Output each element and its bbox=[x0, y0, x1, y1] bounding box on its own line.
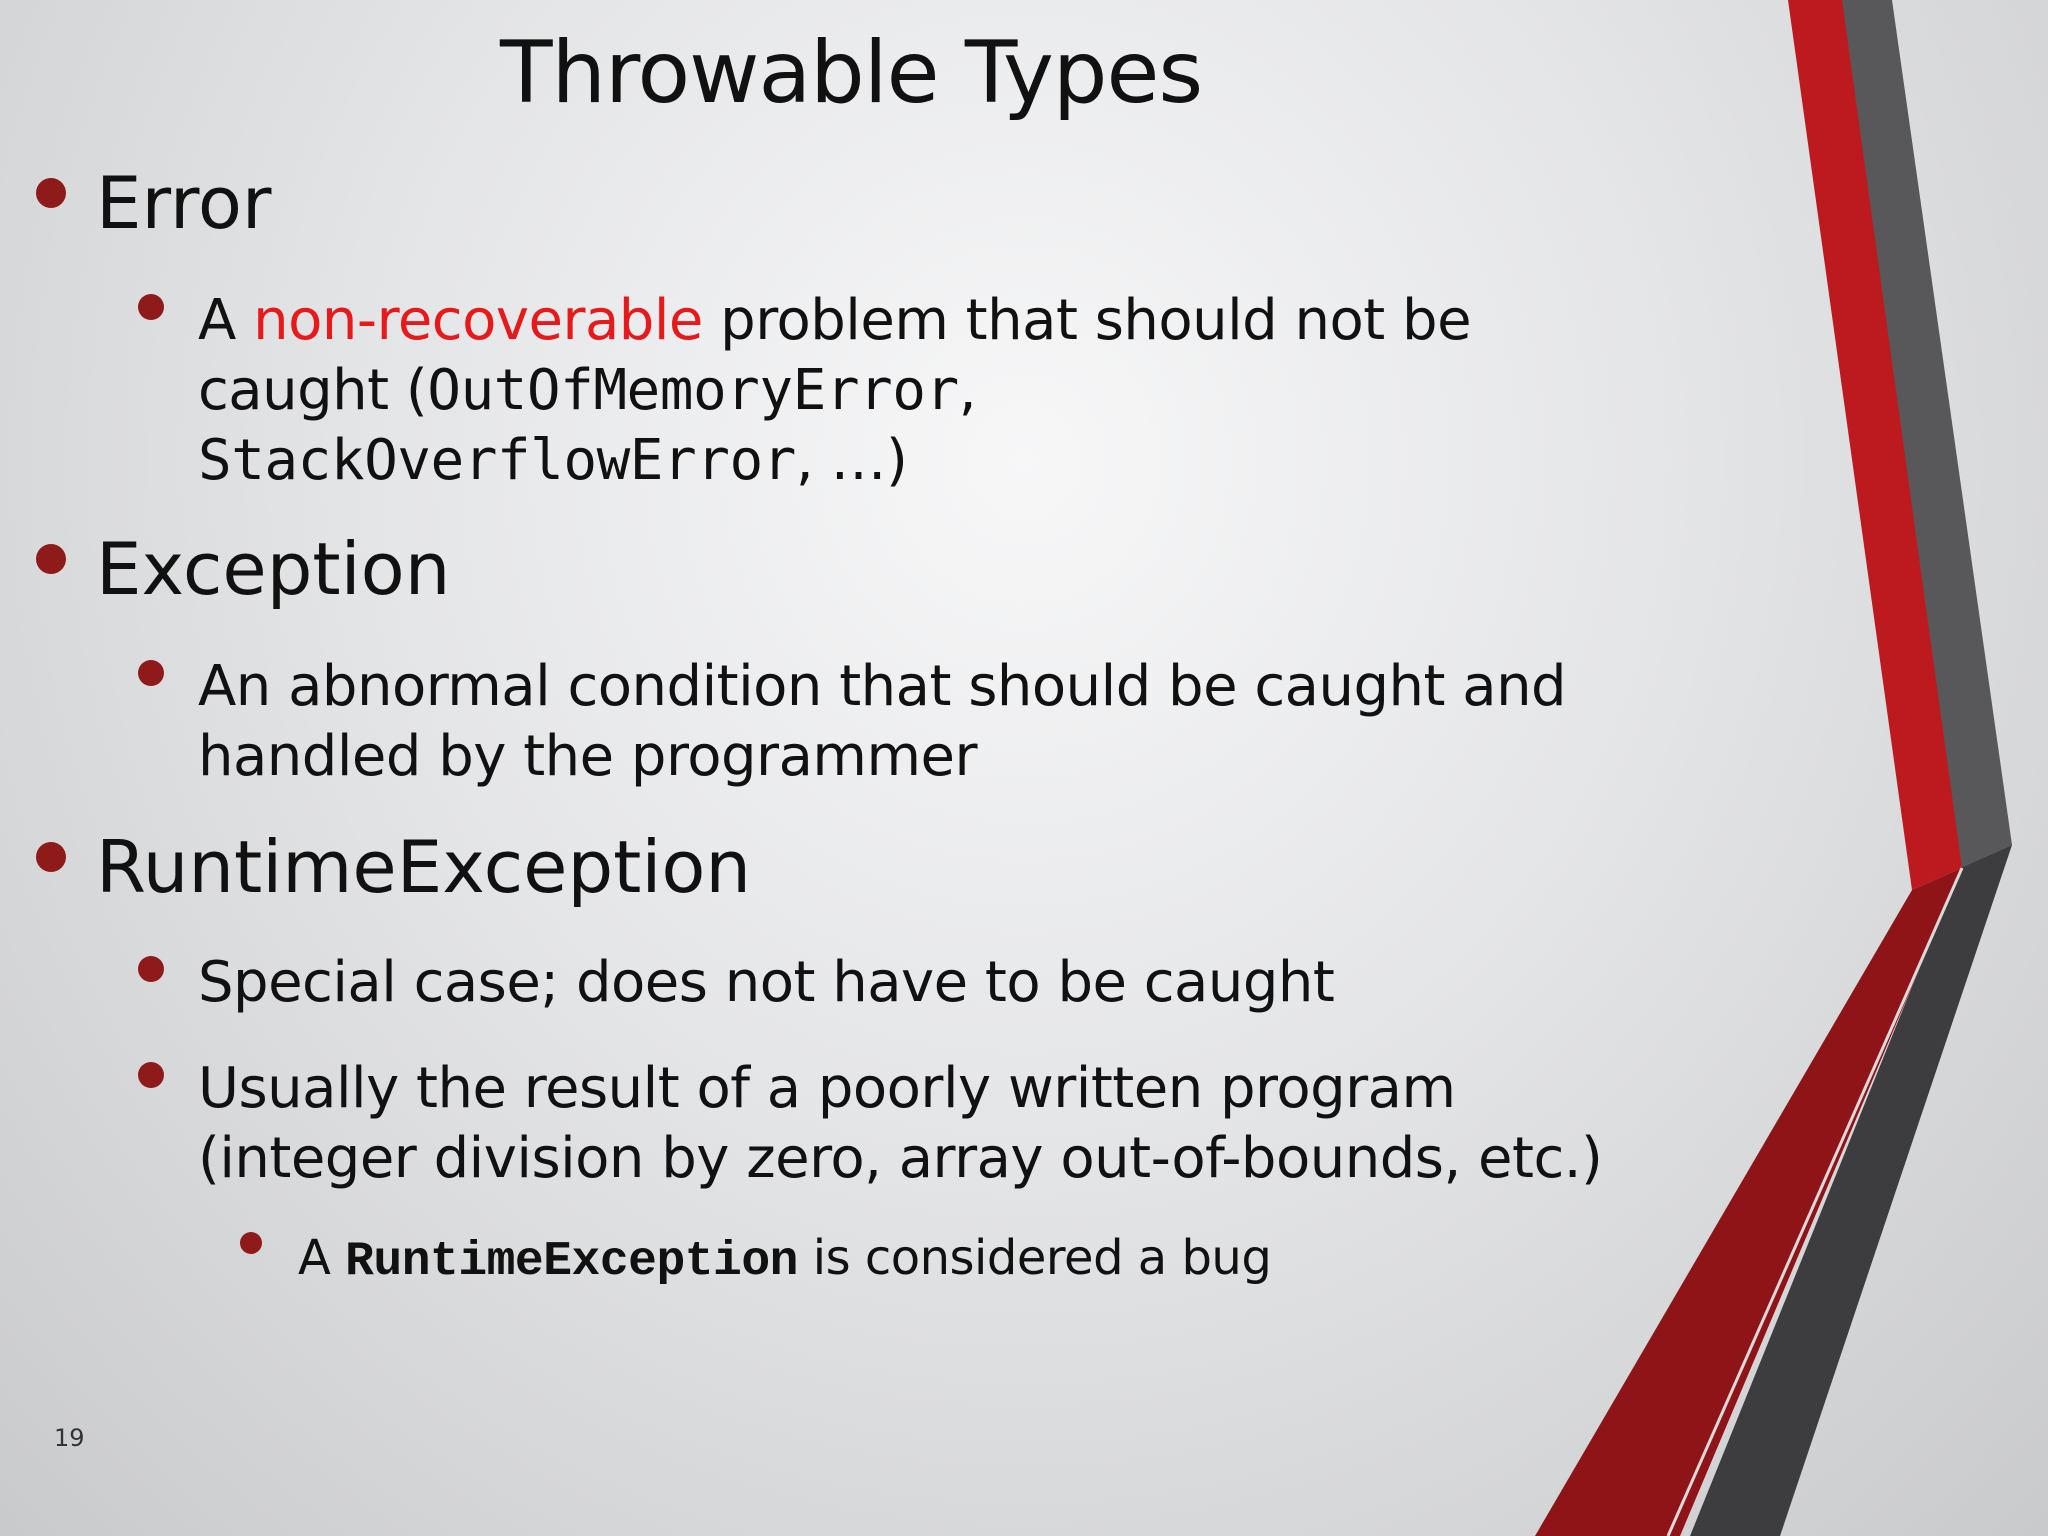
error-desc-line3 bbox=[198, 426, 1471, 496]
bullet-dot bbox=[138, 294, 164, 320]
runtime-sub1: Special case; does not have to be caught bbox=[198, 950, 1335, 1015]
text-span: A bbox=[198, 288, 254, 353]
bullet-dot bbox=[138, 1062, 164, 1088]
error-description bbox=[198, 286, 1471, 496]
bullet-error: Error bbox=[96, 161, 272, 245]
exception-desc-line1: An abnormal condition that should be caught and bbox=[198, 654, 1567, 719]
separator-line bbox=[1668, 868, 1962, 1536]
bullet-runtime-exception: RuntimeException bbox=[96, 825, 752, 909]
text-span: A bbox=[298, 1230, 346, 1286]
exception-description bbox=[198, 652, 1566, 792]
text-span: is considered a bug bbox=[797, 1230, 1272, 1286]
error-desc-line2 bbox=[198, 356, 1471, 426]
runtime-subsub bbox=[298, 1228, 1271, 1292]
code-runtime-exception: RuntimeException bbox=[345, 1235, 798, 1289]
bullet-dot bbox=[36, 544, 66, 574]
slide-title: Throwable Types bbox=[500, 23, 1203, 123]
bullet-dot bbox=[36, 178, 66, 208]
text-span: , bbox=[958, 358, 976, 423]
bullet-dot bbox=[240, 1232, 262, 1254]
runtime-sub2-line2: (integer division by zero, array out-of-bounds, etc.) bbox=[198, 1126, 1603, 1191]
code-stack-overflow-error: StackOverflowError bbox=[198, 428, 796, 493]
text-span: , …) bbox=[795, 428, 908, 493]
bullet-dot bbox=[138, 956, 164, 982]
text-span: problem that should not be bbox=[702, 288, 1472, 353]
exception-desc-line2: handled by the programmer bbox=[198, 724, 977, 789]
runtime-sub2 bbox=[198, 1054, 1602, 1194]
code-out-of-memory-error: OutOfMemoryError bbox=[427, 358, 959, 423]
runtime-sub2-line1: Usually the result of a poorly written program bbox=[198, 1056, 1456, 1121]
bullet-dot bbox=[36, 842, 66, 872]
highlight-non-recoverable: non-recoverable bbox=[253, 288, 703, 353]
page-number: 19 bbox=[54, 1424, 85, 1452]
text-span: caught ( bbox=[198, 358, 428, 423]
error-desc-line1 bbox=[198, 286, 1471, 356]
bullet-exception: Exception bbox=[96, 527, 451, 611]
bullet-dot bbox=[138, 660, 164, 686]
